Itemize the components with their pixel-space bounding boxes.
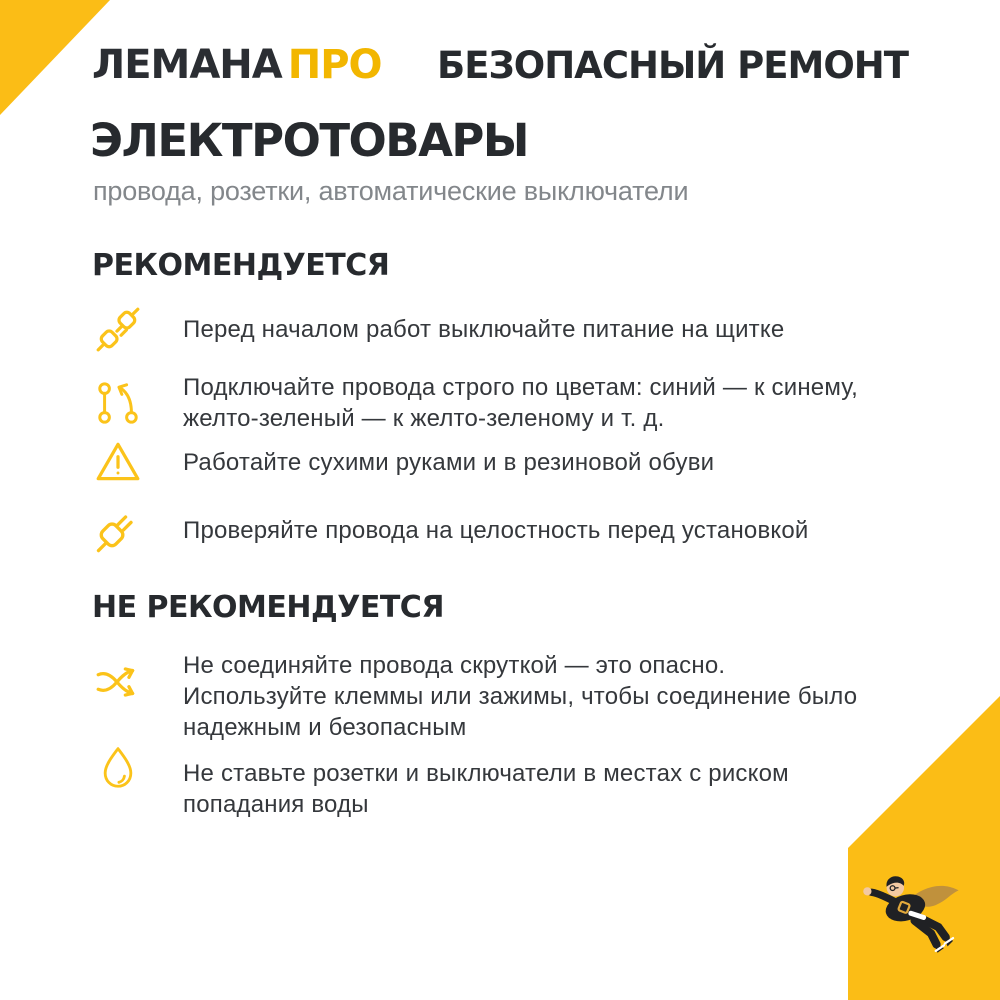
list-item-no-water: [92, 758, 952, 820]
page-subtitle: провода, розетки, автоматические выключатели: [93, 176, 689, 206]
section-heading-not-recommended: НЕ РЕКОМЕНДУЕТСЯ: [92, 590, 444, 625]
list-item-wire-colors: [92, 372, 952, 434]
list-item-dry-hands: [92, 436, 952, 488]
page-title: ЭЛЕКТРОТОВАРЫ: [90, 114, 529, 167]
item-text-line: желто-зеленый — к желто-зеленому и т. д.: [183, 405, 665, 432]
item-text-line: попадания воды: [183, 791, 369, 818]
brand-logo-primary: ЛЕМАНА: [92, 42, 282, 88]
section-heading-recommended: РЕКОМЕНДУЕТСЯ: [92, 248, 390, 283]
item-text-line: Подключайте провода строго по цветам: синий — к синему,: [183, 374, 858, 401]
list-item-check-wires: [92, 498, 952, 562]
item-text-line: Не соединяйте провода скруткой — это опасно.: [183, 652, 726, 679]
item-text: [183, 650, 857, 743]
item-text-line: Проверяйте провода на целостность перед установкой: [183, 516, 809, 544]
item-text: [183, 758, 789, 820]
item-text-line: надежным и безопасным: [183, 714, 467, 741]
brand-logo: [92, 42, 382, 88]
wire-color-branch-icon: [92, 377, 144, 429]
crossed-wires-icon: [92, 656, 144, 708]
item-text: [183, 515, 809, 546]
item-text-line: Перед началом работ выключайте питание на щитке: [183, 315, 785, 343]
power-plug-icon: [92, 504, 144, 556]
unplugged-connectors-icon: [92, 303, 144, 355]
water-drop-icon: [92, 741, 144, 793]
list-item-power-off: [92, 303, 952, 355]
warning-triangle-icon: [92, 436, 144, 488]
item-text-line: Используйте клеммы или зажимы, чтобы соединение было: [183, 683, 858, 710]
list-item-no-twisting: [92, 650, 952, 743]
poster-title: БЕЗОПАСНЫЙ РЕМОНТ: [437, 44, 908, 87]
item-text: [183, 314, 784, 345]
item-text: [183, 372, 858, 434]
item-text: [183, 447, 714, 478]
flying-helper-mascot: [850, 862, 970, 972]
brand-logo-accent: ПРО: [287, 42, 382, 88]
item-text-line: Работайте сухими руками и в резиновой обуви: [183, 448, 715, 476]
item-text-line: Не ставьте розетки и выключатели в местах с риском: [183, 760, 789, 787]
